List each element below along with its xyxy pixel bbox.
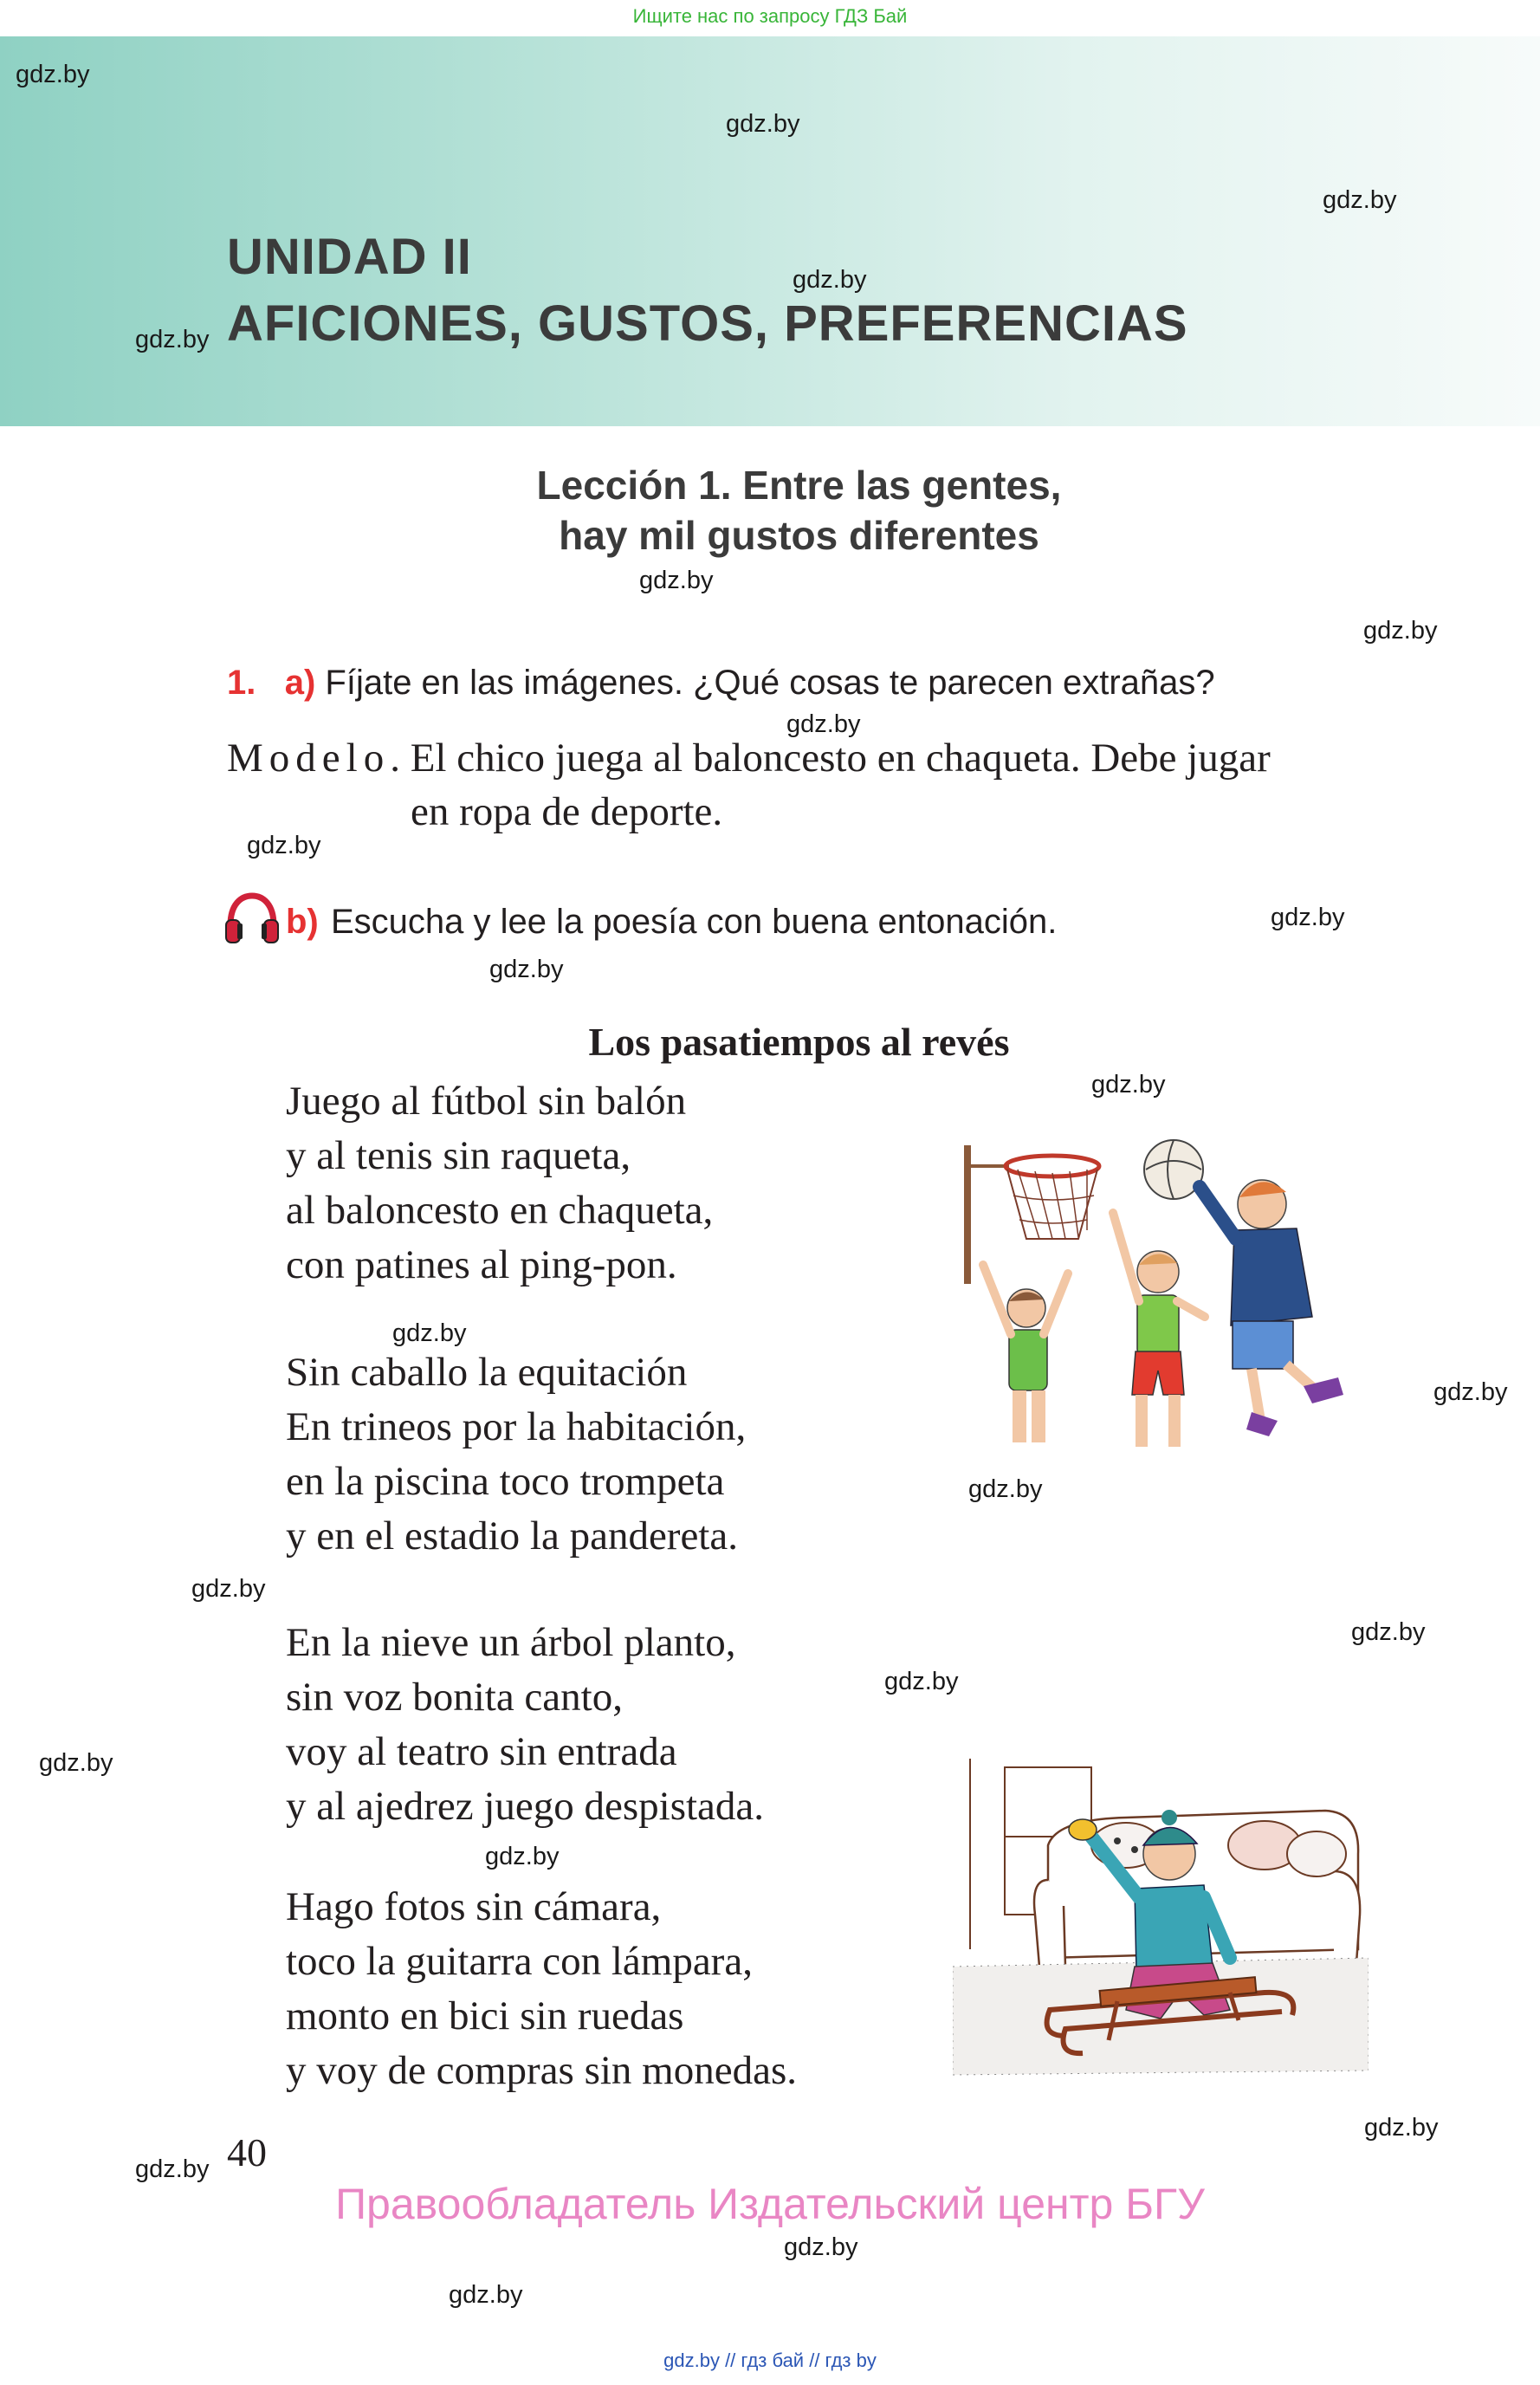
watermark: gdz.by [726,110,800,138]
poem-line: En trineos por la habitación, [286,1404,747,1449]
watermark: gdz.by [1351,1618,1426,1646]
sled-illustration [953,1750,1369,2079]
watermark: gdz.by [485,1843,560,1870]
watermark: gdz.by [968,1475,1043,1503]
poem-line: y al tenis sin raqueta, [286,1133,631,1178]
watermark: gdz.by [247,832,321,859]
basketball-illustration [957,1135,1364,1464]
watermark: gdz.by [793,266,867,294]
poem-line: y voy de compras sin monedas. [286,2048,798,2093]
poem-line: en la piscina toco trompeta [286,1459,725,1504]
poem-line: Juego al fútbol sin balón [286,1079,687,1124]
headphones-icon [223,892,281,946]
poem-stanza-3 [286,1616,764,1834]
watermark: gdz.by [1364,2114,1439,2142]
watermark: gdz.by [639,567,714,594]
poem-line: En la nieve un árbol planto, [286,1620,736,1665]
watermark: gdz.by [16,61,90,88]
model-label: Modelo [227,736,391,781]
watermark: gdz.by [135,2155,210,2183]
poem-line: y al ajedrez juego despistada. [286,1784,765,1829]
page-number: 40 [227,2130,267,2174]
lesson-title-line1: Lección 1. Entre las gentes, [536,463,1062,508]
poem-line: sin voz bonita canto, [286,1675,623,1720]
watermark: gdz.by [449,2281,523,2309]
exercise-1a [227,664,1215,703]
footer-links[interactable]: gdz.by // гдз бай // гдз by [663,2349,877,2371]
model-sentence [227,735,1271,781]
watermark: gdz.by [489,956,564,983]
watermark: gdz.by [884,1668,959,1695]
poem-line: al baloncesto en chaqueta, [286,1188,714,1233]
poem-line: con patines al ping-pon. [286,1242,677,1287]
watermark: gdz.by [1091,1071,1166,1099]
poem-line: Hago fotos sin cámara, [286,1884,662,1929]
watermark: gdz.by [39,1749,113,1777]
watermark: gdz.by [784,2233,858,2261]
poem-line: toco la guitarra con lámpara, [286,1939,753,1984]
poem-line: y en el estadio la pandereta. [286,1513,738,1559]
poem-title: Los pasatiempos al revés [588,1020,1010,1064]
exercise-number: 1. [227,664,256,702]
exercise-part-b-letter: b) [286,903,319,941]
unit-title: AFICIONES, GUSTOS, PREFERENCIAS [227,295,1188,352]
top-note: Ищите нас по запросу ГДЗ Бай [632,5,908,27]
watermark: gdz.by [392,1319,467,1347]
exercise-part-b-text: Escucha y lee la poesía con buena entonación. [331,903,1058,941]
model-line2: en ropa de deporte. [411,789,723,834]
exercise-part-a-letter: a) [284,664,316,702]
watermark: gdz.by [191,1575,266,1603]
watermark: gdz.by [1363,617,1438,645]
poem-stanza-4 [286,1880,797,2098]
poem-line: Sin caballo la equitación [286,1350,688,1395]
watermark: gdz.by [786,710,861,738]
poem-stanza-2 [286,1345,746,1564]
poem-line: voy al teatro sin entrada [286,1729,677,1774]
watermark: gdz.by [1433,1378,1508,1406]
watermark: gdz.by [1323,186,1397,214]
watermark: gdz.by [1271,904,1345,931]
poem-line: monto en bici sin ruedas [286,1993,684,2038]
poem-stanza-1 [286,1074,713,1293]
rights-holder: Правообладатель Издательский центр БГУ [335,2180,1205,2228]
model-line1: . El chico juega al baloncesto en chaqueta. Debe jugar [390,736,1271,781]
unit-number: UNIDAD II [227,229,472,285]
exercise-part-a-text: Fíjate en las imágenes. ¿Qué cosas te parecen extrañas? [325,664,1215,702]
lesson-title-line2: hay mil gustos diferentes [559,513,1039,558]
watermark: gdz.by [135,326,210,353]
